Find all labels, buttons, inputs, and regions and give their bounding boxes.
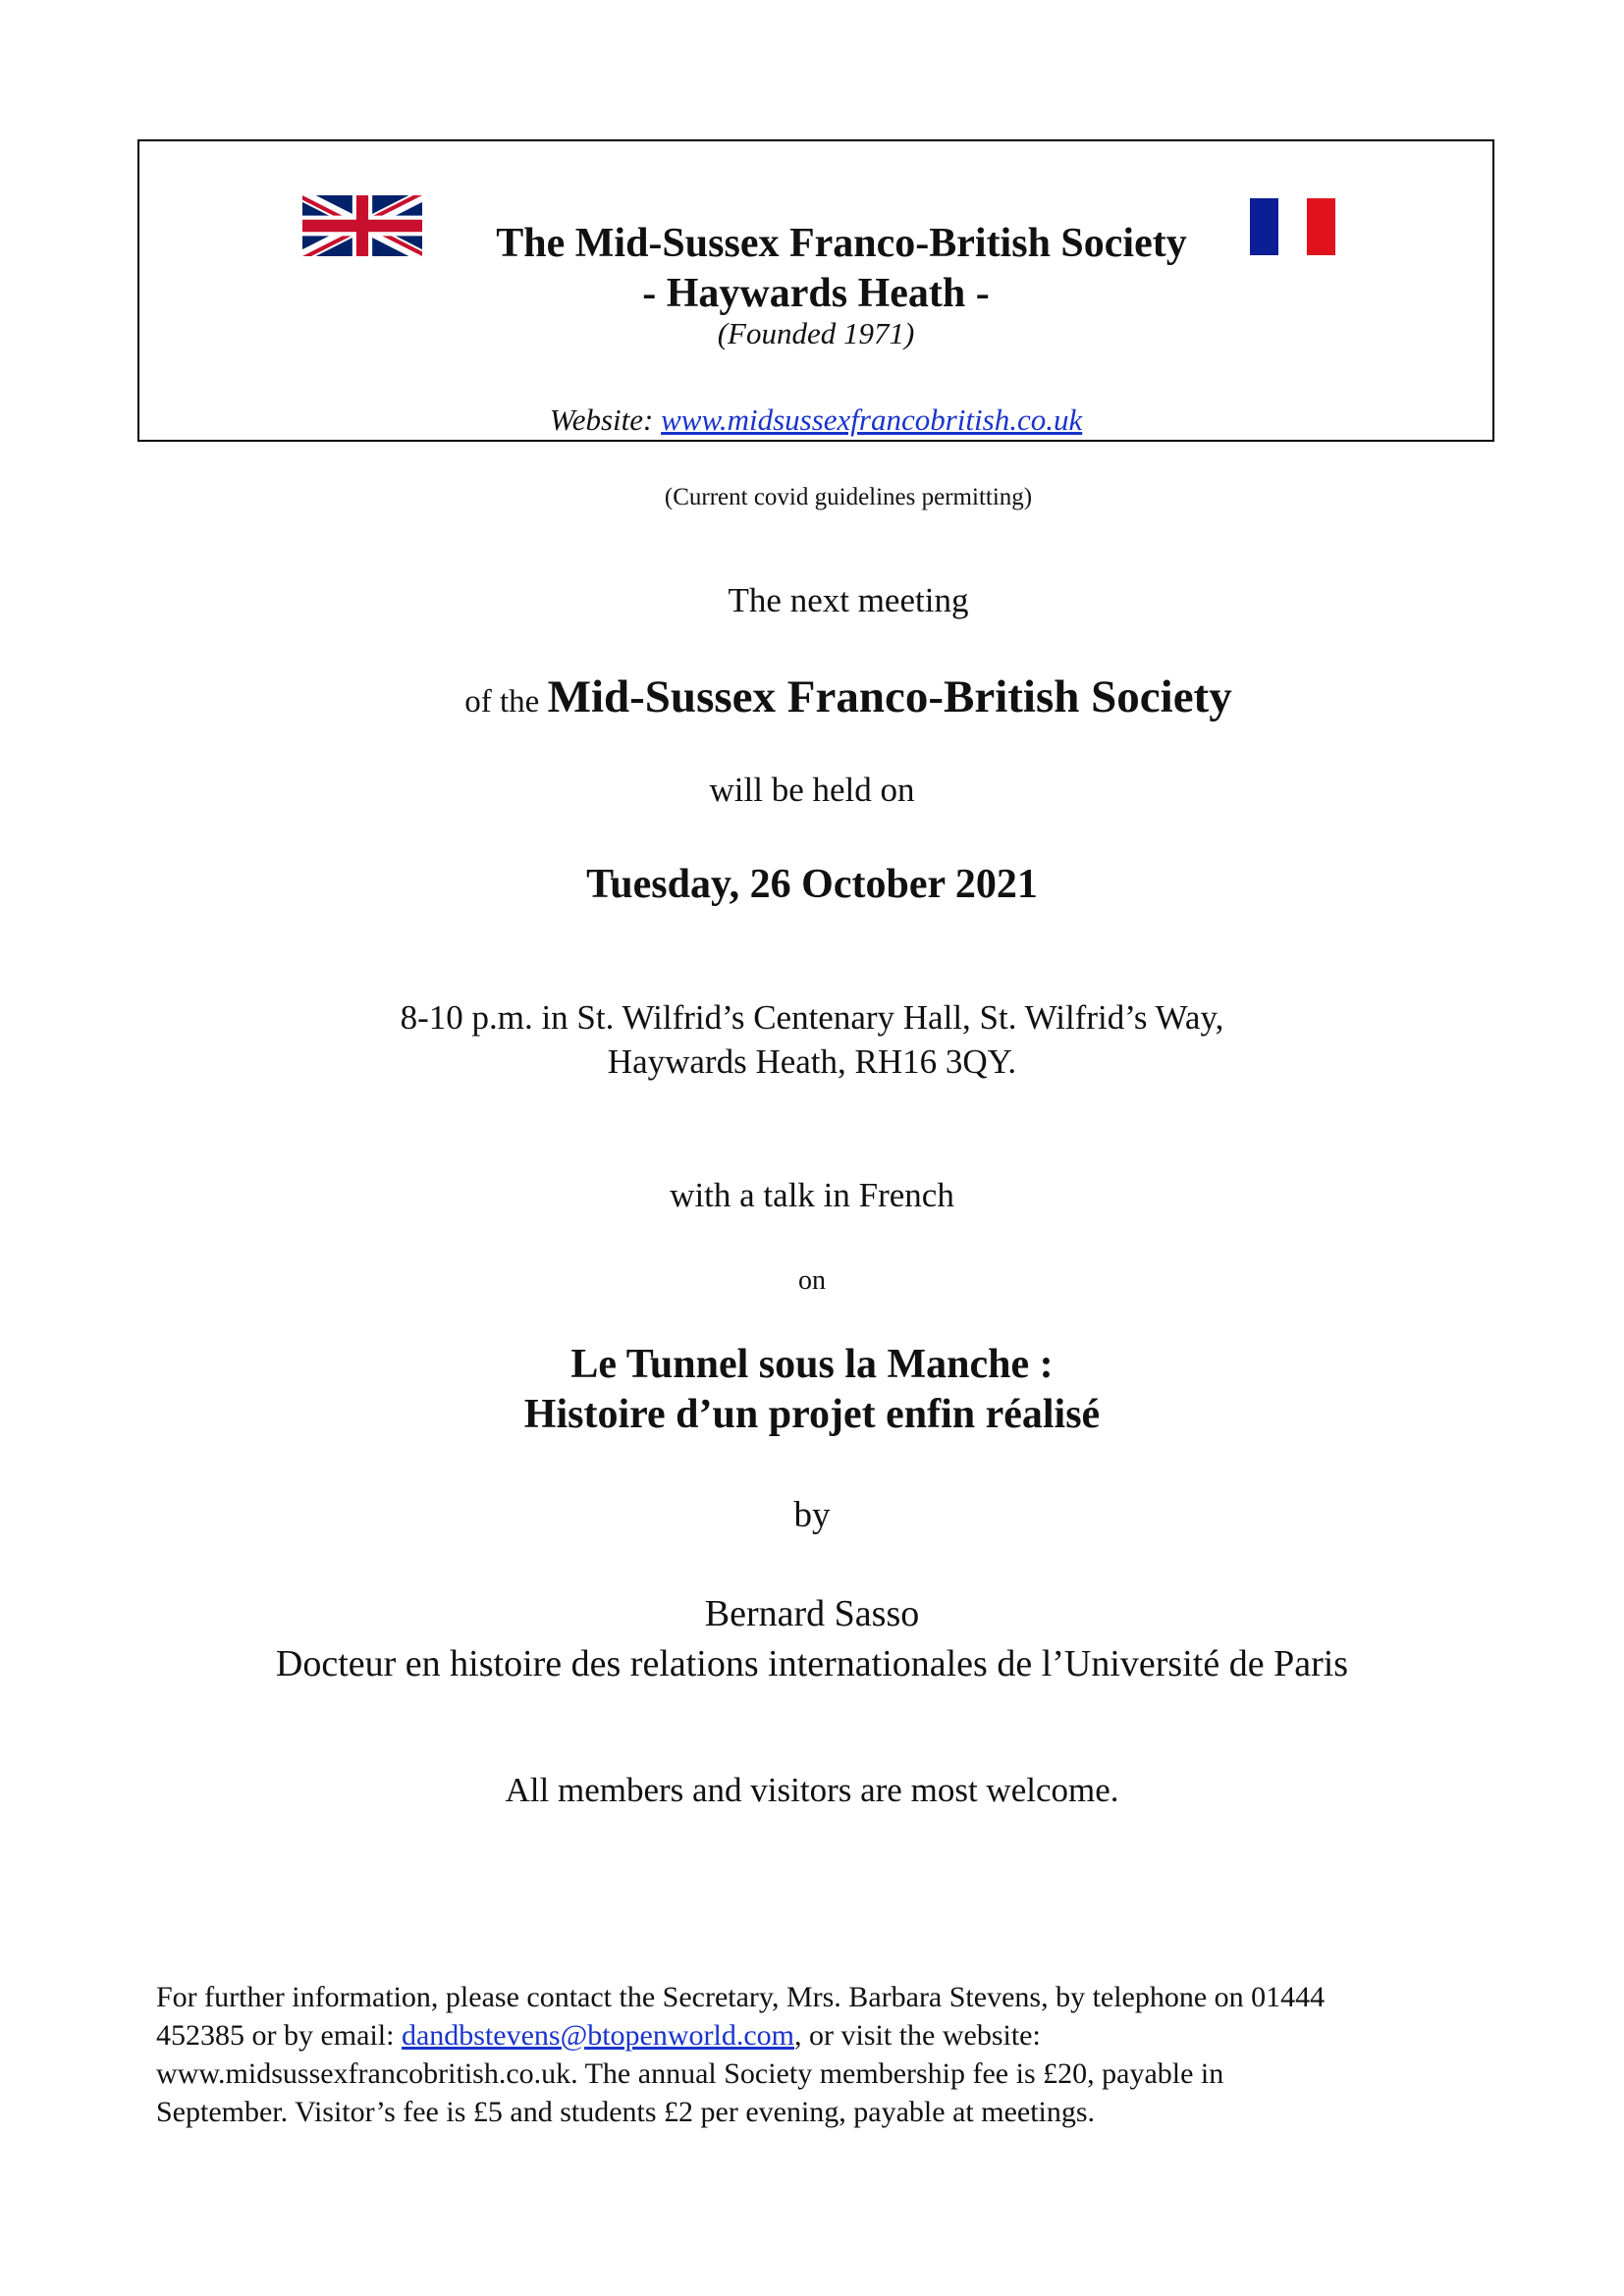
speaker-name: Bernard Sasso xyxy=(704,1593,920,1634)
society-name: Mid-Sussex Franco-British Society xyxy=(547,671,1232,722)
email-link[interactable]: dandbstevens@btopenworld.com xyxy=(401,2019,795,2052)
held-on-text: will be held on xyxy=(709,771,915,809)
website-label: Website: xyxy=(549,402,654,437)
talk-title-line-2: Histoire d’un projet enfin réalisé xyxy=(523,1392,1101,1437)
french-tricolour-flag-icon xyxy=(1250,198,1335,255)
founded-year: (Founded 1971) xyxy=(717,316,915,350)
venue-line-2: Haywards Heath, RH16 3QY. xyxy=(607,1042,1017,1081)
next-meeting-text: The next meeting xyxy=(728,581,969,619)
header-box xyxy=(137,139,1494,442)
footer-line-4: September. Visitor’s fee is £5 and students £2 per evening, payable at meetings. xyxy=(156,2096,1096,2128)
of-the-text: of the xyxy=(464,684,540,720)
venue-line-1: 8-10 p.m. in St. Wilfrid’s Centenary Hall, St. Wilfrid’s Way, xyxy=(400,998,1224,1037)
society-location: - Haywards Heath - xyxy=(642,271,990,316)
on-text: on xyxy=(798,1265,826,1296)
footer-line-3: www.midsussexfrancobritish.co.uk. The annual Society membership fee is £20, payable in xyxy=(156,2057,1224,2090)
covid-notice: (Current covid guidelines permitting) xyxy=(664,484,1033,510)
meeting-date: Tuesday, 26 October 2021 xyxy=(586,862,1038,907)
footer-line-2-post: , or visit the website: xyxy=(794,2019,1041,2052)
contact-footer xyxy=(156,1978,1491,2131)
footer-line-1: For further information, please contact the Secretary, Mrs. Barbara Stevens, by telephone on 01444 xyxy=(156,1981,1326,2013)
speaker-credential: Docteur en histoire des relations internationales de l’Université de Paris xyxy=(275,1643,1349,1684)
footer-line-2 xyxy=(156,2016,1491,2055)
welcome-text: All members and visitors are most welcome. xyxy=(505,1771,1119,1809)
talk-language: with a talk in French xyxy=(670,1176,954,1214)
talk-title-line-1: Le Tunnel sous la Manche : xyxy=(570,1342,1054,1387)
footer-line-2-pre: 452385 or by email: xyxy=(156,2019,402,2052)
website-line xyxy=(139,402,1492,438)
society-title: The Mid-Sussex Franco-British Society xyxy=(496,221,1187,266)
society-name-line xyxy=(36,669,1624,729)
website-link[interactable]: www.midsussexfrancobritish.co.uk xyxy=(661,402,1083,437)
by-text: by xyxy=(793,1495,831,1535)
